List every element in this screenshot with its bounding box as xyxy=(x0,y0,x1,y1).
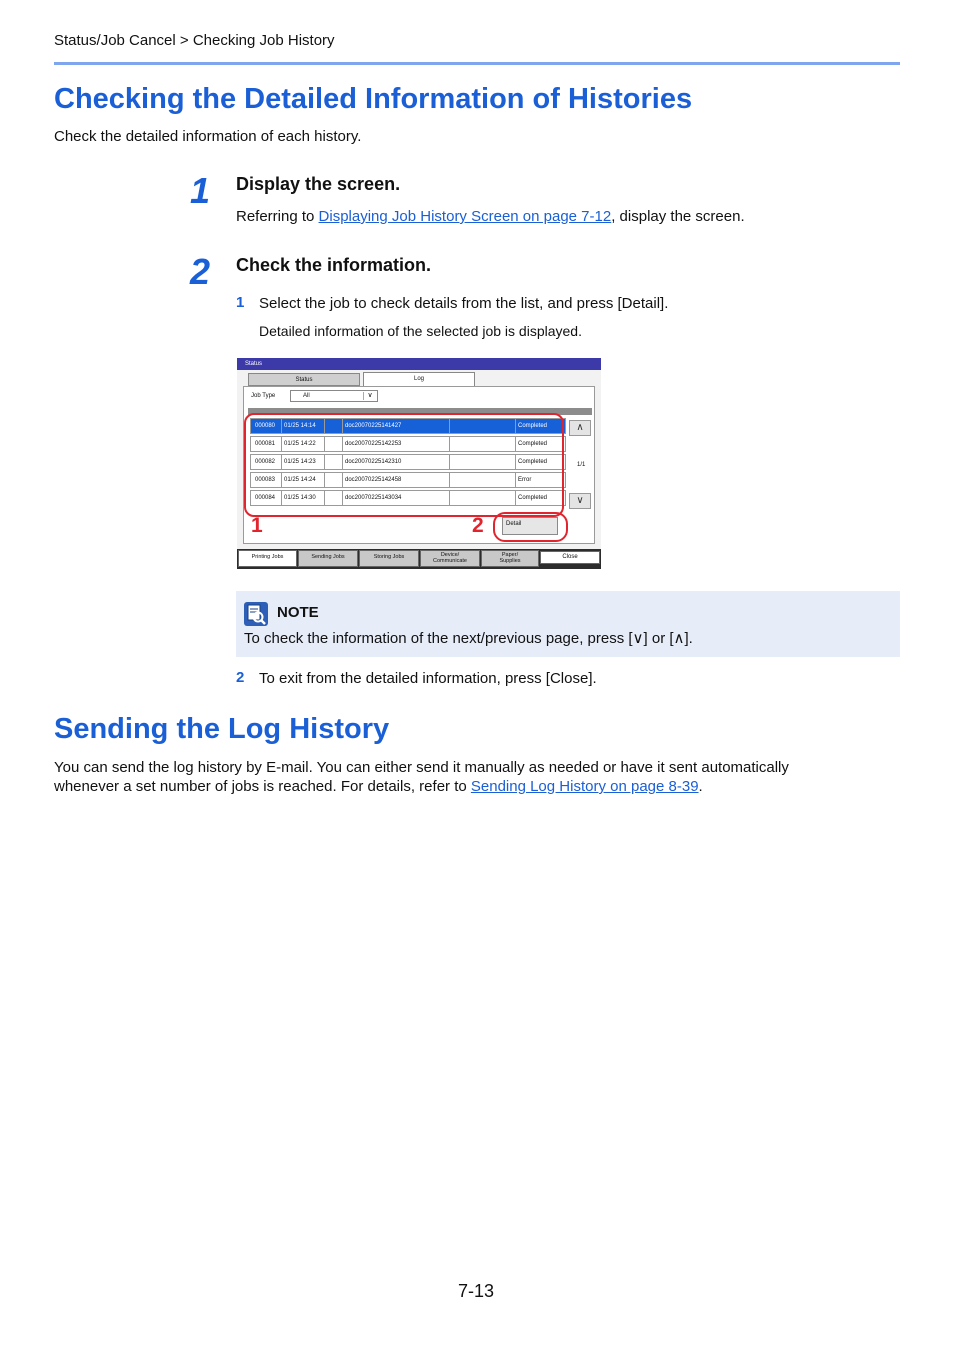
close-button[interactable]: Close xyxy=(540,551,600,564)
cell-time: 01/25 14:14 xyxy=(281,419,326,433)
cell-id: 000083 xyxy=(255,477,276,483)
cell-time: 01/25 14:24 xyxy=(281,473,326,487)
cell-id: 000082 xyxy=(255,459,276,465)
tab-log[interactable]: Log xyxy=(363,372,475,387)
section-title-checking: Checking the Detailed Information of Histories xyxy=(54,83,693,115)
cell-name: doc20070225142458 xyxy=(342,473,451,487)
page-indicator: 1/1 xyxy=(577,462,586,468)
bottom-tab-device-communicate[interactable]: Device/ Communicate xyxy=(420,550,480,567)
cell-result: Completed xyxy=(515,419,568,433)
section-intro: Check the detailed information of each history. xyxy=(54,128,362,145)
cell-result: Error xyxy=(515,473,568,487)
link-sending-log-history[interactable]: Sending Log History on page 8-39 xyxy=(470,778,699,795)
cell-time: 01/25 14:30 xyxy=(281,491,326,505)
detail-button[interactable]: Detail xyxy=(502,517,558,535)
cell-id: 000084 xyxy=(255,495,276,501)
substep-2-number: 2 xyxy=(236,669,245,686)
step-2-title: Check the information. xyxy=(236,255,432,275)
cell-name: doc20070225142310 xyxy=(342,455,451,469)
tab-status[interactable]: Status xyxy=(248,373,360,386)
cell-time: 01/25 14:22 xyxy=(281,437,326,451)
callout-box-job-list xyxy=(244,413,564,517)
cell-name: doc20070225143034 xyxy=(342,491,451,505)
bottom-tab-sending-jobs[interactable]: Sending Jobs xyxy=(298,550,358,567)
substep-2-text: To exit from the detailed information, press [Close]. xyxy=(259,670,597,687)
chevron-up-icon[interactable]: ∧ xyxy=(569,420,591,436)
section2-para-line1: You can send the log history by E-mail. You can either send it manually as needed or have it sent automatically xyxy=(54,759,789,776)
cell-id: 000081 xyxy=(255,441,276,447)
header-rule xyxy=(54,62,900,65)
bottom-tab-printing-jobs[interactable]: Printing Jobs xyxy=(238,550,297,567)
substep-1-number: 1 xyxy=(236,294,245,311)
section-title-sending-log: Sending the Log History xyxy=(54,713,390,745)
step-2-number: 2 xyxy=(190,251,211,292)
chevron-down-icon[interactable]: ∨ xyxy=(569,493,591,509)
panel-title: Status xyxy=(237,358,601,370)
bottom-tab-storing-jobs[interactable]: Storing Jobs xyxy=(359,550,419,567)
cell-name: doc20070225141427 xyxy=(342,419,451,433)
step-1-number: 1 xyxy=(190,170,211,211)
job-type-select[interactable] xyxy=(290,390,378,402)
substep-1-result: Detailed information of the selected job is displayed. xyxy=(259,323,582,339)
dropdown-icon: ∨ xyxy=(363,392,376,400)
callout-number-1: 1 xyxy=(251,514,263,537)
bottom-tab-bar xyxy=(237,549,601,569)
note-icon xyxy=(244,602,268,626)
step-1-title: Display the screen. xyxy=(236,174,401,194)
step-1-text-before: Referring to xyxy=(236,208,319,225)
page-number: 7-13 xyxy=(458,1281,495,1301)
job-type-value: All xyxy=(303,393,310,399)
link-displaying-job-history[interactable]: Displaying Job History Screen on page 7-12 xyxy=(318,208,612,225)
step-1-text-after: , display the screen. xyxy=(611,208,745,225)
section2-para-line2 xyxy=(54,777,703,796)
section2-para-after: . xyxy=(698,778,703,795)
callout-number-2: 2 xyxy=(472,514,484,537)
note-box xyxy=(236,591,900,657)
cell-name: doc20070225142253 xyxy=(342,437,451,451)
cell-id: 000080 xyxy=(255,423,276,429)
substep-1-text: Select the job to check details from the list, and press [Detail]. xyxy=(259,295,669,312)
job-type-label: Job Type xyxy=(251,393,276,399)
callout-box-detail xyxy=(493,512,568,542)
cell-result: Completed xyxy=(515,491,568,505)
bottom-tab-paper-supplies[interactable]: Paper/ Supplies xyxy=(481,550,539,567)
cell-time: 01/25 14:23 xyxy=(281,455,326,469)
note-title: NOTE xyxy=(277,604,319,621)
section2-para-before: whenever a set number of jobs is reached. For details, refer to xyxy=(54,778,471,795)
cell-result: Completed xyxy=(515,455,568,469)
note-text: To check the information of the next/previous page, press [∨] or [∧]. xyxy=(244,630,693,647)
step-1-text xyxy=(236,207,745,226)
breadcrumb: Status/Job Cancel > Checking Job History xyxy=(54,32,335,49)
cell-result: Completed xyxy=(515,437,568,451)
